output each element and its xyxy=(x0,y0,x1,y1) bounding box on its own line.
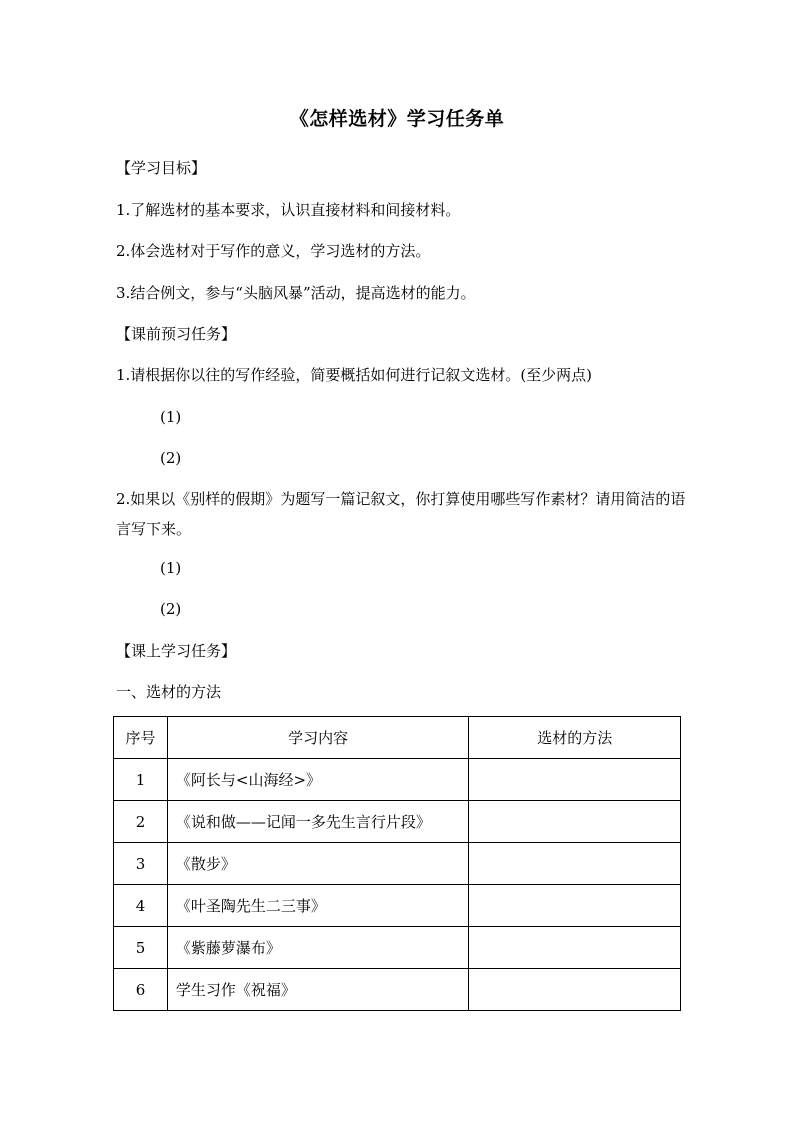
header-method: 选材的方法 xyxy=(469,717,681,759)
table-row xyxy=(114,759,681,801)
preview-q1-answer-2: (2) xyxy=(160,449,182,467)
row-number: 6 xyxy=(114,969,168,1011)
row-content: 《散步》 xyxy=(167,843,468,885)
row-content: 《阿长与<山海经>》 xyxy=(167,759,468,801)
row-method-cell[interactable] xyxy=(469,885,681,927)
selection-methods-table xyxy=(113,716,681,1011)
row-number: 5 xyxy=(114,927,168,969)
preview-q2-answer-2: (2) xyxy=(160,600,182,618)
row-number: 4 xyxy=(114,885,168,927)
document-title: 《怎样选材》学习任务单 xyxy=(289,108,505,130)
row-method-cell[interactable] xyxy=(469,801,681,843)
row-number: 1 xyxy=(114,759,168,801)
row-method-cell[interactable] xyxy=(469,927,681,969)
preview-question-1: 1.请根据你以往的写作经验，简要概括如何进行记叙文选材。(至少两点) xyxy=(116,366,593,384)
row-number: 2 xyxy=(114,801,168,843)
row-number: 3 xyxy=(114,843,168,885)
table-row xyxy=(114,885,681,927)
row-content: 《紫藤萝瀑布》 xyxy=(167,927,468,969)
row-content: 《叶圣陶先生二三事》 xyxy=(167,885,468,927)
table-row xyxy=(114,927,681,969)
row-method-cell[interactable] xyxy=(469,843,681,885)
goal-item-3: 3.结合例文，参与“头脑风暴”活动，提高选材的能力。 xyxy=(116,284,476,302)
row-content: 学生习作《祝福》 xyxy=(167,969,468,1011)
header-content: 学习内容 xyxy=(167,717,468,759)
preview-q2-answer-1: (1) xyxy=(160,559,182,577)
row-method-cell[interactable] xyxy=(469,969,681,1011)
goal-item-1: 1.了解选材的基本要求，认识直接材料和间接材料。 xyxy=(116,201,461,219)
table-row xyxy=(114,843,681,885)
table-header-row xyxy=(114,717,681,759)
table-row xyxy=(114,969,681,1011)
class-heading: 【课上学习任务】 xyxy=(116,642,237,660)
class-subheading: 一、选材的方法 xyxy=(116,683,222,701)
goals-heading: 【学习目标】 xyxy=(116,159,207,177)
row-content: 《说和做——记闻一多先生言行片段》 xyxy=(167,801,468,843)
header-number: 序号 xyxy=(114,717,168,759)
row-method-cell[interactable] xyxy=(469,759,681,801)
goal-item-2: 2.体会选材对于写作的意义，学习选材的方法。 xyxy=(116,242,431,260)
preview-q1-answer-1: (1) xyxy=(160,408,182,426)
preview-heading: 【课前预习任务】 xyxy=(116,325,237,343)
preview-question-2: 2.如果以《别样的假期》为题写一篇记叙文，你打算使用哪些写作素材？请用简洁的语言写下来。 xyxy=(116,490,686,538)
table-row xyxy=(114,801,681,843)
